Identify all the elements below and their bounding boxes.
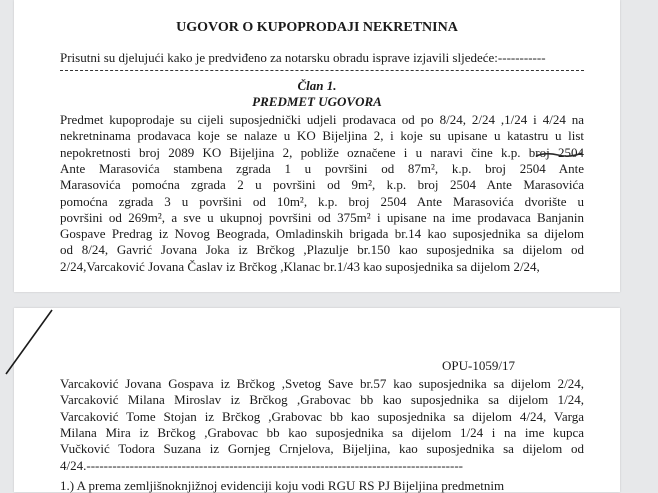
- body-line: Varcaković Tome Stojan iz Brčkog ,Grabovac bb kao suposjednika sa dijelom 4/24, Varga: [60, 408, 584, 424]
- document-page-1: [14, 0, 620, 292]
- separator-line: [60, 70, 584, 71]
- body-line: Milana Mira iz Brčkog ,Grabovac bb kao suposjednika sa dijelom 1/24 i na ime kupca: [60, 424, 584, 440]
- body-line: pomoćna zgrada 3 u površini od 10m², k.p. broj 2504 Ante Marasovića dvorište u: [60, 193, 584, 209]
- body-line: od 8/24, Gavrić Jovana Joka iz Brčkog ,Plazulje br.150 kao suposjednika sa dijelom od: [60, 242, 584, 258]
- article-number: Član 1.: [297, 78, 337, 93]
- article-title: PREDMET UGOVORA: [252, 94, 382, 109]
- next-paragraph: 1.) A prema zemljišnoknjižnoj evidenciji koju vodi RGU RS PJ Bijeljina predmetnim: [60, 478, 505, 493]
- document-reference-number: OPU-1059/17: [442, 358, 515, 373]
- body-line: Ante Marasovića stambena zgrada 1 u površini od 87m², k.p. broj 2504 Ante: [60, 160, 584, 176]
- intro-statement: Prisutni su djelujući kako je predviđeno za notarsku obradu isprave izjavili sljedeće:-----------: [60, 50, 546, 65]
- body-line: 4/24.---------------------------------------------------------------------------------------: [60, 457, 463, 473]
- body-line: 2/24,Varcaković Jovana Časlav iz Brčkog ,Klanac br.1/43 kao suposjednika sa dijelom 2/24,: [60, 258, 540, 274]
- body-line: Predmet kupoprodaje su cijeli suposjednički udjeli prodavaca od po 8/24, 2/24 ,1/24 i 4/24 na: [60, 112, 584, 127]
- page-edge-shadow: [649, 0, 658, 492]
- body-line: Varcaković Milana Miroslav iz Brčkog ,Grabovac bb kao suposjednika sa dijelom 1/24,: [60, 392, 584, 408]
- body-line: nepokretnosti broj 2089 KO Bijeljina 2, pobliže označene i u naravi čine k.p. broj 2504: [60, 144, 584, 160]
- body-line: Vučković Todora Suzana iz Gornjeg Crnjelova, Bijeljina, kao suposjednika sa dijelom od: [60, 441, 584, 457]
- body-line: površini od 269m², a sve u ukupnoj površini od 375m² i upisane na ime prodavaca Banjanin: [60, 209, 584, 225]
- body-line: Marasovića pomoćna zgrada 2 u površini od 9m², k.p. broj 2504 Ante Marasovića: [60, 177, 584, 193]
- handwritten-underline: [534, 150, 584, 160]
- body-line: Gospave Predrag iz Novog Beograda, Omladinskih brigada br.14 kao suposjednika sa dijelom: [60, 226, 584, 242]
- document-page-2: [14, 308, 620, 492]
- pen-stroke-mark: [0, 308, 60, 378]
- body-line: Varcaković Jovana Gospava iz Brčkog ,Svetog Save br.57 kao suposjednika sa dijelom 2/24,: [60, 376, 584, 391]
- document-title: UGOVOR O KUPOPRODAJI NEKRETNINA: [176, 20, 458, 35]
- body-line: nekretninama prodavaca koje se nalaze u KO Bijeljina 2, i koje su upisane u katastru u list: [60, 128, 584, 144]
